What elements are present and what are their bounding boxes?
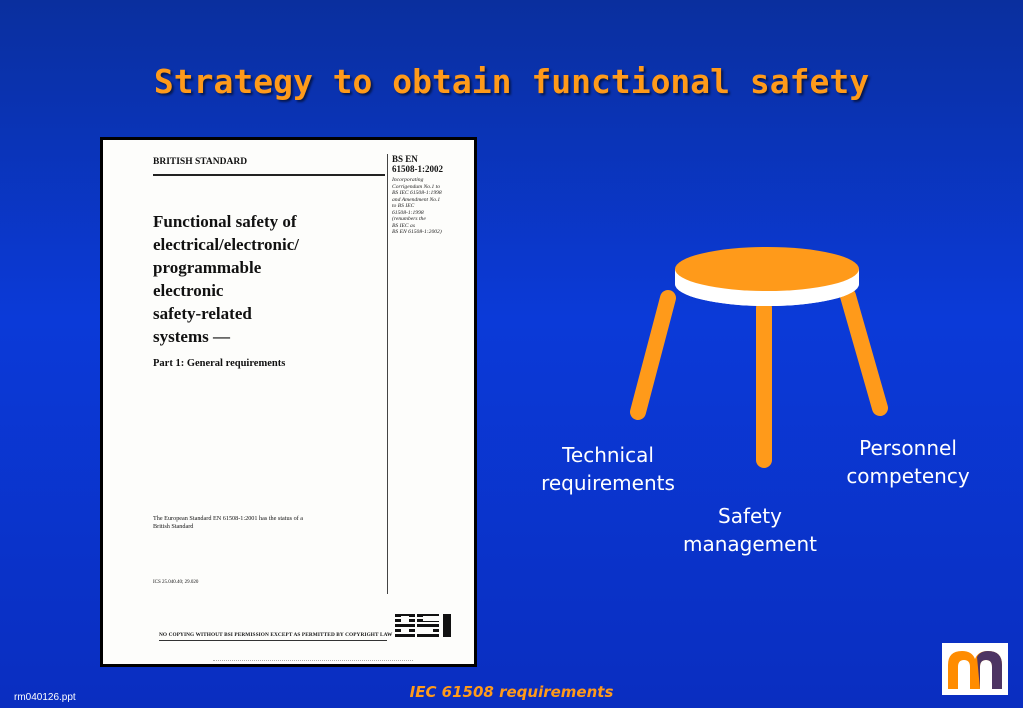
label-personnel-competency: Personnel competency bbox=[846, 436, 970, 488]
label-technical-requirements: Technical requirements bbox=[541, 443, 675, 495]
file-name: rm040126.ppt bbox=[14, 692, 76, 703]
document-copyright: NO COPYING WITHOUT BSI PERMISSION EXCEPT AS PERMITTED BY COPYRIGHT LAW bbox=[159, 632, 393, 638]
document-copyright-rule bbox=[159, 640, 387, 641]
document-heading: Functional safety of electrical/electronic/ programmable electronic safety-related systems — bbox=[153, 212, 299, 346]
document-divider bbox=[387, 154, 388, 594]
stool-leg-left bbox=[638, 298, 668, 412]
m-logo-icon bbox=[942, 643, 1008, 695]
document-part: Part 1: General requirements bbox=[153, 358, 286, 369]
stool-leg-right bbox=[848, 296, 880, 408]
document-kicker: BRITISH STANDARD bbox=[153, 157, 248, 167]
slide-title: Strategy to obtain functional safety bbox=[153, 62, 870, 101]
document-status: The European Standard EN 61508-1:2001 has the status of a British Standard bbox=[153, 515, 304, 530]
document-ics: ICS 25.040.40; 29.020 bbox=[153, 580, 199, 585]
document-page bbox=[103, 140, 474, 664]
bsi-logo-icon bbox=[393, 612, 459, 642]
stool-seat bbox=[675, 247, 859, 291]
document-standard-number: BS EN 61508-1:2002 bbox=[392, 154, 443, 174]
slide-footer: IEC 61508 requirements bbox=[409, 683, 614, 701]
document-rule bbox=[153, 174, 385, 176]
document-image bbox=[100, 137, 477, 667]
label-safety-management: Safety management bbox=[683, 504, 817, 556]
document-note: Incorporating Corrigendum No.1 to BS IEC 61508-1:1998 and Amendment No.1 to BS IEC 61508-1:1998 (renumbers the BS IEC as BS EN 61508-1:2002) bbox=[392, 177, 442, 235]
document-footer-dots bbox=[213, 660, 413, 661]
